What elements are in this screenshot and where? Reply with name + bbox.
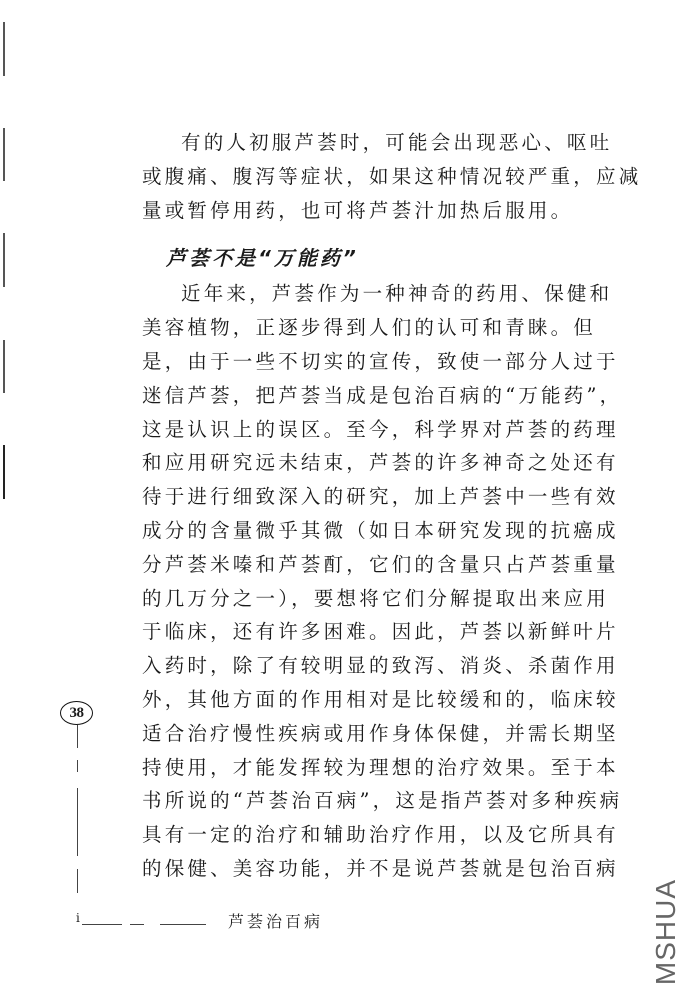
- text-line: 分芦荟米嗪和芦荟酊，它们的含量只占芦荟重量: [142, 552, 619, 576]
- text-line: 或腹痛、腹泻等症状，如果这种情况较严重，应减: [142, 164, 642, 188]
- text-line: 和应用研究远未结束，芦荟的许多神奇之处还有: [142, 451, 619, 475]
- footer-rule: [130, 924, 144, 925]
- text-line: 持使用，才能发挥较为理想的治疗效果。至于本: [142, 755, 619, 779]
- text-line: 书所说的“芦荟治百病”，这是指芦荟对多种疾病: [142, 789, 623, 813]
- margin-rule: [77, 788, 78, 856]
- text-line: 近年来，芦荟作为一种神奇的药用、保健和: [181, 282, 613, 306]
- margin-rule: [77, 760, 78, 772]
- paragraph-2: [142, 277, 623, 885]
- binding-mark: [3, 22, 5, 76]
- text-line: 这是认识上的误区。至今，科学界对芦荟的药理: [142, 417, 619, 441]
- binding-mark: [3, 445, 5, 499]
- text-line: 量或暂停用药，也可将芦荟汁加热后服用。: [142, 198, 574, 222]
- text-line: 具有一定的治疗和辅助治疗作用，以及它所具有: [142, 823, 619, 847]
- text-line: 于临床，还有许多困难。因此，芦荟以新鲜叶片: [142, 620, 619, 644]
- text-line: 美容植物，正逐步得到人们的认可和青睐。但: [142, 316, 597, 340]
- binding-mark: [3, 233, 5, 287]
- text-line: 外，其他方面的作用相对是比较缓和的，临床较: [142, 687, 619, 711]
- text-line: 适合治疗慢性疾病或用作身体保健，并需长期坚: [142, 721, 619, 745]
- running-footer-title: 芦荟治百病: [228, 912, 324, 931]
- binding-mark: [3, 340, 5, 393]
- watermark-text: MSHUA: [650, 878, 681, 986]
- text-line: 迷信芦荟，把芦荟当成是包治百病的“万能药”，: [142, 383, 623, 407]
- text-line: 是，由于一些不切实的宣传，致使一部分人过于: [142, 349, 619, 373]
- page-number-badge: 38: [60, 701, 93, 725]
- text-line: 有的人初服芦荟时，可能会出现恶心、呕吐: [181, 131, 613, 154]
- text-line: 的几万分之一），要想将它们分解提取出来应用: [142, 586, 609, 610]
- watermark: [648, 868, 684, 996]
- page-body: [142, 126, 642, 886]
- footer-rule: [82, 924, 122, 925]
- binding-mark: [3, 128, 5, 181]
- footer-ornament: i: [76, 911, 80, 925]
- text-line: 成分的含量微乎其微（如日本研究发现的抗癌成: [142, 518, 619, 542]
- text-line: 入药时，除了有较明显的致泻、消炎、杀菌作用: [142, 654, 619, 678]
- margin-rule: [77, 869, 78, 893]
- text-line: 的保健、美容功能，并不是说芦荟就是包治百病: [142, 856, 619, 880]
- footer-rule: [160, 924, 206, 925]
- margin-rule: [77, 725, 78, 748]
- section-heading: 芦荟不是“万能药”: [166, 246, 359, 271]
- paragraph-1: [142, 126, 642, 227]
- text-line: 待于进行细致深入的研究，加上芦荟中一些有效: [142, 485, 619, 509]
